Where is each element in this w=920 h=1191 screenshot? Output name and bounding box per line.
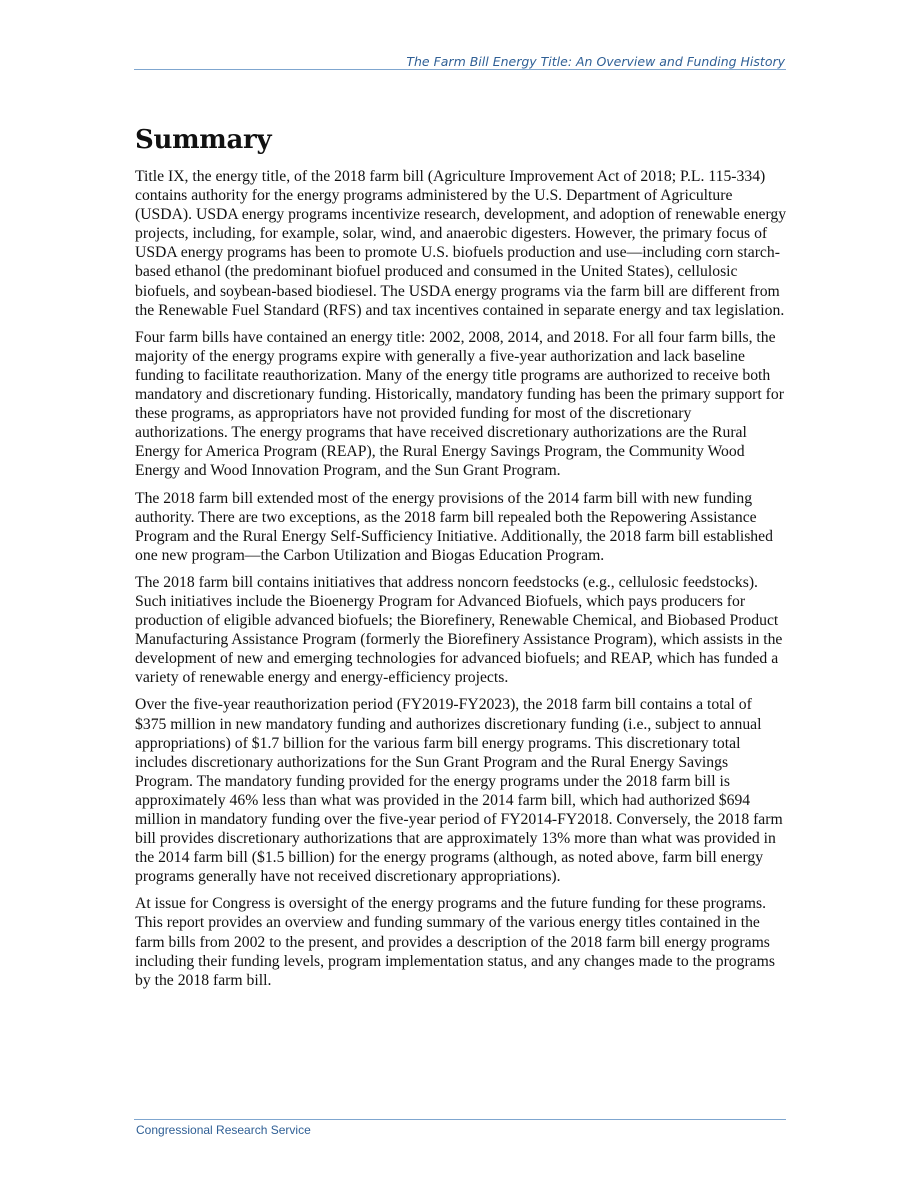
header-divider	[134, 69, 786, 70]
summary-paragraph: The 2018 farm bill contains initiatives that address noncorn feedstocks (e.g., cellulosic feedstocks). Such initiatives include the Bioenergy Program for Advanced Biofuels, which pays producers for production of eligible advanced biofuels; the Biorefinery, Renewable Chemical, and Biobased Product Manufacturing Assistance Program (formerly the Biorefinery Assistance Program), which assists in the development of new and emerging technologies for advanced biofuels; and REAP, which has funded a variety of renewable energy and energy-efficiency projects.	[135, 573, 783, 687]
summary-paragraph: Title IX, the energy title, of the 2018 farm bill (Agriculture Improvement Act of 2018; P.L. 115-334) contains authority for the energy programs administered by the U.S. Department of Agriculture (USDA). USDA energy programs incentivize research, development, and adoption of renewable energy projects, including, for example, solar, wind, and anaerobic digesters. However, the primary focus of USDA energy programs has been to promote U.S. biofuels production and use—including corn starch-based ethanol (the predominant biofuel produced and consumed in the United States), cellulosic biofuels, and soybean-based biodiesel. The USDA energy programs via the farm bill are different from the Renewable Fuel Standard (RFS) and tax incentives contained in separate energy and tax legislation.	[135, 168, 787, 319]
footer-organization: Congressional Research Service	[136, 1123, 311, 1137]
summary-paragraph: Four farm bills have contained an energy title: 2002, 2008, 2014, and 2018. For all four farm bills, the majority of the energy programs expire with generally a five-year authorization and lack baseline funding to facilitate reauthorization. Many of the energy title programs are authorized to receive both mandatory and discretionary funding. Historically, mandatory funding has been the primary support for these programs, as appropriators have not provided funding for most of the discretionary authorizations. The energy programs that have received discretionary authorizations are the Rural Energy for America Program (REAP), the Rural Energy Savings Program, the Community Wood Energy and Wood Innovation Program, and the Sun Grant Program.	[135, 328, 784, 480]
summary-paragraph: The 2018 farm bill extended most of the energy provisions of the 2014 farm bill with new funding authority. There are two exceptions, as the 2018 farm bill repealed both the Repowering Assistance Program and the Rural Energy Self-Sufficiency Initiative. Additionally, the 2018 farm bill established one new program—the Carbon Utilization and Biogas Education Program.	[135, 489, 773, 564]
footer-divider	[134, 1119, 786, 1120]
summary-body	[135, 167, 787, 998]
summary-paragraph: At issue for Congress is oversight of the energy programs and the future funding for these programs. This report provides an overview and funding summary of the various energy titles contained in the farm bills from 2002 to the present, and provides a description of the 2018 farm bill energy programs including their funding levels, program implementation status, and any changes made to the programs by the 2018 farm bill.	[135, 895, 775, 989]
section-heading: Summary	[135, 125, 272, 155]
running-header-title: The Farm Bill Energy Title: An Overview and Funding History	[406, 54, 785, 69]
summary-paragraph: Over the five-year reauthorization period (FY2019-FY2023), the 2018 farm bill contains a total of $375 million in new mandatory funding and authorizes discretionary funding (i.e., subject to annual appropriations) of $1.7 billion for the various farm bill energy programs. This discretionary total includes discretionary authorizations for the Sun Grant Program and the Rural Energy Savings Program. The mandatory funding provided for the energy programs under the 2018 farm bill is approximately 46% less than what was provided in the 2014 farm bill, which had authorized $694 million in mandatory funding over the five-year period of FY2014-FY2018. Conversely, the 2018 farm bill provides discretionary authorizations that are approximately 13% more than what was provided in the 2014 farm bill ($1.5 billion) for the energy programs (although, as noted above, farm bill energy programs generally have not received discretionary appropriations).	[135, 696, 783, 886]
